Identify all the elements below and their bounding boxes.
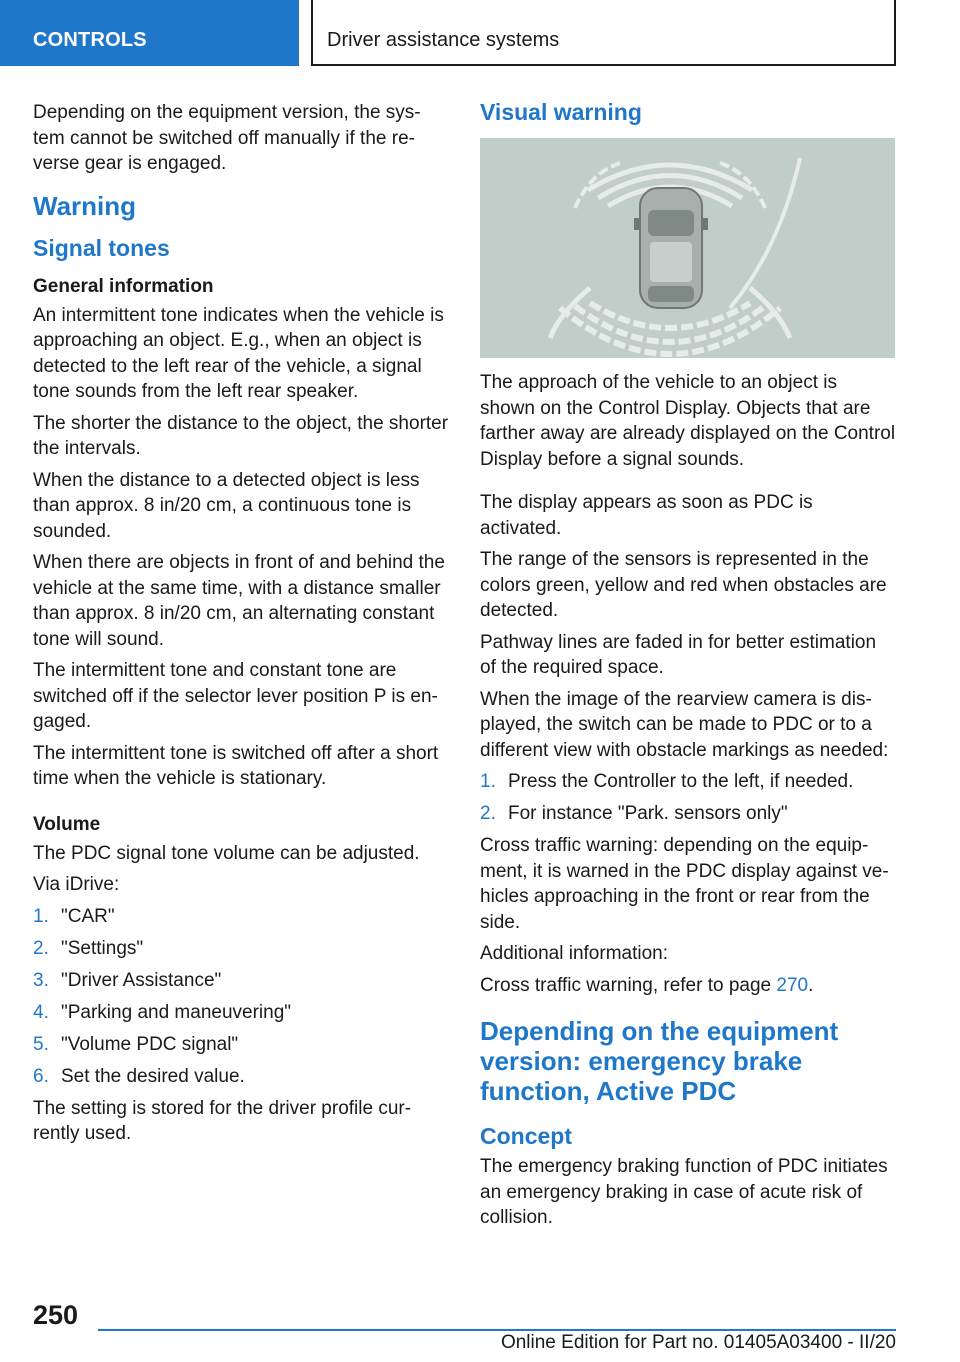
- list-item: [33, 1064, 449, 1090]
- step-number: 1.: [480, 771, 496, 792]
- paragraph: Additional information:: [480, 943, 668, 964]
- paragraph: The shorter the distance to the object, the shorter the intervals.: [33, 412, 449, 459]
- step-number: 6.: [33, 1065, 49, 1087]
- paragraph: The display appears as soon as PDC is activated.: [480, 492, 813, 539]
- car-top-view-icon: [480, 138, 895, 358]
- footer-divider: [98, 1329, 896, 1331]
- warning-heading: Warning: [33, 190, 137, 221]
- paragraph: Pathway lines are faded in for better estimation of the required space.: [480, 631, 877, 678]
- step-text: Press the Controller to the left, if needed.: [508, 771, 854, 792]
- section-tab: [0, 0, 299, 66]
- general-information-heading: General information: [33, 275, 214, 297]
- volume-heading: Volume: [33, 813, 101, 835]
- step-text: "Volume PDC signal": [61, 1033, 239, 1055]
- paragraph: The intermittent tone is switched off after a short time when the vehicle is stationary.: [33, 742, 439, 789]
- list-item: [33, 936, 449, 962]
- step-text: Set the desired value.: [61, 1065, 245, 1087]
- paragraph: Via iDrive:: [33, 874, 120, 895]
- concept-heading: Concept: [480, 1123, 572, 1149]
- step-text: "Parking and maneuvering": [61, 1001, 292, 1023]
- paragraph: The PDC signal tone volume can be adjusted.: [33, 842, 420, 864]
- left-column: [33, 100, 449, 1153]
- list-item: [33, 1000, 449, 1026]
- paragraph: The intermittent tone and constant tone are switched off if the selector lever position P is en-gaged.: [33, 660, 438, 732]
- paragraph: The setting is stored for the driver profile cur-rently used.: [33, 1097, 412, 1144]
- chapter-header: [311, 0, 896, 66]
- list-item: [480, 769, 896, 795]
- view-steps-list: [480, 769, 896, 827]
- intro-paragraph: Depending on the equipment version, the sys-tem cannot be switched off manually if the re-verse gear is engaged.: [33, 102, 421, 174]
- paragraph: The range of the sensors is represented in the colors green, yellow and red when obstacles are detected.: [480, 549, 887, 621]
- paragraph: Cross traffic warning: depending on the equip-ment, it is warned in the PDC display against ve-hicles approaching in the front or rear from the side.: [480, 835, 889, 933]
- list-item: [33, 904, 449, 930]
- cross-reference-suffix: .: [808, 974, 814, 996]
- step-text: For instance "Park. sensors only": [508, 803, 788, 824]
- step-text: "Settings": [61, 937, 144, 959]
- step-number: 2.: [33, 937, 49, 959]
- page-link[interactable]: 270: [776, 974, 809, 996]
- visual-warning-heading: Visual warning: [480, 99, 642, 125]
- emergency-brake-heading: Depending on the equipment version: emergency brake function, Active PDC: [480, 1016, 839, 1106]
- cross-reference: [480, 973, 896, 999]
- page-number: 250: [33, 1300, 79, 1330]
- paragraph: An intermittent tone indicates when the vehicle is approaching an object. E.g., when an object is detected to the left rear of the vehicle, a signal tone sounds from the left rear speaker.: [33, 304, 444, 402]
- step-number: 4.: [33, 1001, 49, 1023]
- paragraph: When the image of the rearview camera is dis-played, the switch can be made to PDC or to a different view with obstacle markings as needed:: [480, 688, 889, 761]
- paragraph: The approach of the vehicle to an object is shown on the Control Display. Objects that are farther away are already displayed on the Control Display before a signal sounds.: [480, 372, 896, 470]
- paragraph: The emergency braking function of PDC initiates an emergency braking in case of acute risk of collision.: [480, 1156, 888, 1228]
- list-item: [480, 801, 896, 827]
- paragraph: When the distance to a detected object is less than approx. 8 in/20 cm, a continuous tone is sounded.: [33, 469, 420, 542]
- step-text: "Driver Assistance": [61, 969, 222, 991]
- edition-info: Online Edition for Part no. 01405A03400 - II/20: [500, 1332, 896, 1353]
- pdc-display-illustration: [480, 138, 895, 358]
- list-item: [33, 1032, 449, 1058]
- step-number: 1.: [33, 905, 49, 927]
- signal-tones-heading: Signal tones: [33, 234, 170, 261]
- right-column: [480, 98, 896, 1237]
- list-item: [33, 968, 449, 994]
- paragraph: When there are objects in front of and behind the vehicle at the same time, with a distance smaller than approx. 8 in/20 cm, an alternating constant tone will sound.: [33, 552, 445, 650]
- step-number: 5.: [33, 1033, 49, 1055]
- step-text: "CAR": [61, 905, 115, 927]
- chapter-label: Driver assistance systems: [327, 29, 560, 51]
- step-number: 2.: [480, 803, 496, 824]
- section-label: CONTROLS: [33, 29, 147, 51]
- cross-reference-text: Cross traffic warning, refer to page: [480, 974, 777, 996]
- step-number: 3.: [33, 969, 49, 991]
- idrive-steps-list: [33, 904, 449, 1090]
